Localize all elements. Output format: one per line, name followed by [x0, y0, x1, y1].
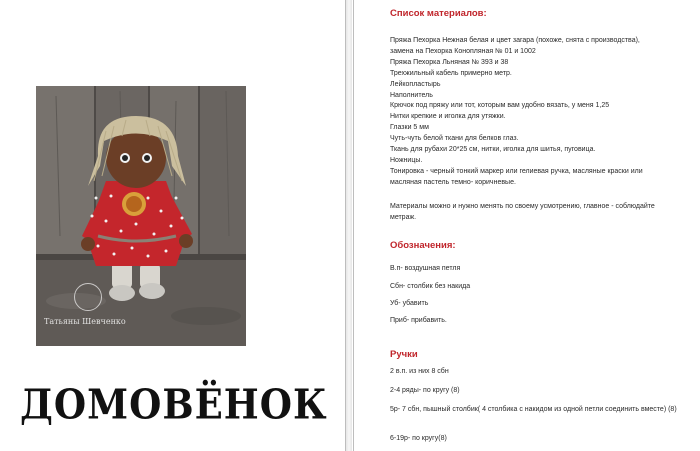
- materials-note: Материалы можно и нужно менять по своему усмотрению, главное - соблюдайте метраж.: [390, 203, 655, 221]
- list-item: масляная пастель темно- коричневые.: [390, 178, 516, 186]
- materials-list: [390, 36, 690, 189]
- legend-heading: Обозначения:: [390, 240, 456, 251]
- list-item: замена на Пехорка Конопляная № 01 и 1002: [390, 47, 536, 55]
- materials-heading: Список материалов:: [390, 8, 487, 19]
- pattern-row: 2 в.п. из них 8 сбн: [390, 368, 449, 375]
- watermark: [44, 317, 154, 326]
- list-item: Ножницы.: [390, 156, 423, 164]
- list-item: Пряжа Пехорка Льняная № 393 и 38: [390, 58, 509, 66]
- legend-item: Уб- убавить: [390, 300, 429, 307]
- pattern-row: 5р- 7 сбн, пышный столбик( 4 столбика с накидом из одной петли соединить вместе) (8): [390, 406, 677, 413]
- list-item: Наполнитель: [390, 91, 433, 99]
- legend-item: В.п- воздушная петля: [390, 265, 461, 272]
- list-item: Чуть-чуть белой ткани для белков глаз.: [390, 135, 519, 143]
- watermark-text: Татьяны Шевченко: [44, 317, 126, 326]
- list-item: Тонировка - черный тонкий маркер или гелиевая ручка, масляные краски или: [390, 167, 643, 175]
- page-title: ДОМОВЁНОК: [20, 380, 328, 429]
- pattern-row: 2-4 ряды- по кругу (8): [390, 387, 460, 394]
- legend-item: Приб- прибавить.: [390, 317, 447, 324]
- handles-heading: Ручки: [390, 349, 418, 360]
- pattern-row: 6-19р- по кругу(8): [390, 435, 447, 442]
- watermark-logo: [74, 283, 102, 311]
- list-item: Трехжильный кабель примерно метр.: [390, 69, 512, 77]
- list-item: Глазки 5 мм: [390, 124, 429, 132]
- doll-photo: [36, 86, 246, 346]
- list-item: Пряжа Пехорка Нежная белая и цвет загара (похоже, снята с производства),: [390, 37, 640, 44]
- list-item: Нитки крепкие и иголка для утяжки.: [390, 113, 506, 121]
- list-item: Ткань для рубахи 20*25 см, нитки, иголка для шитья, пуговица.: [390, 146, 596, 154]
- list-item: Крючок под пряжу или тот, которым вам удобно вязать, у меня 1,25: [390, 102, 610, 110]
- doll-photo-image: [36, 86, 246, 346]
- page-gutter: [346, 0, 352, 451]
- list-item: Лейкопластырь: [390, 80, 441, 88]
- legend-item: Сбн- столбик без накида: [390, 283, 471, 290]
